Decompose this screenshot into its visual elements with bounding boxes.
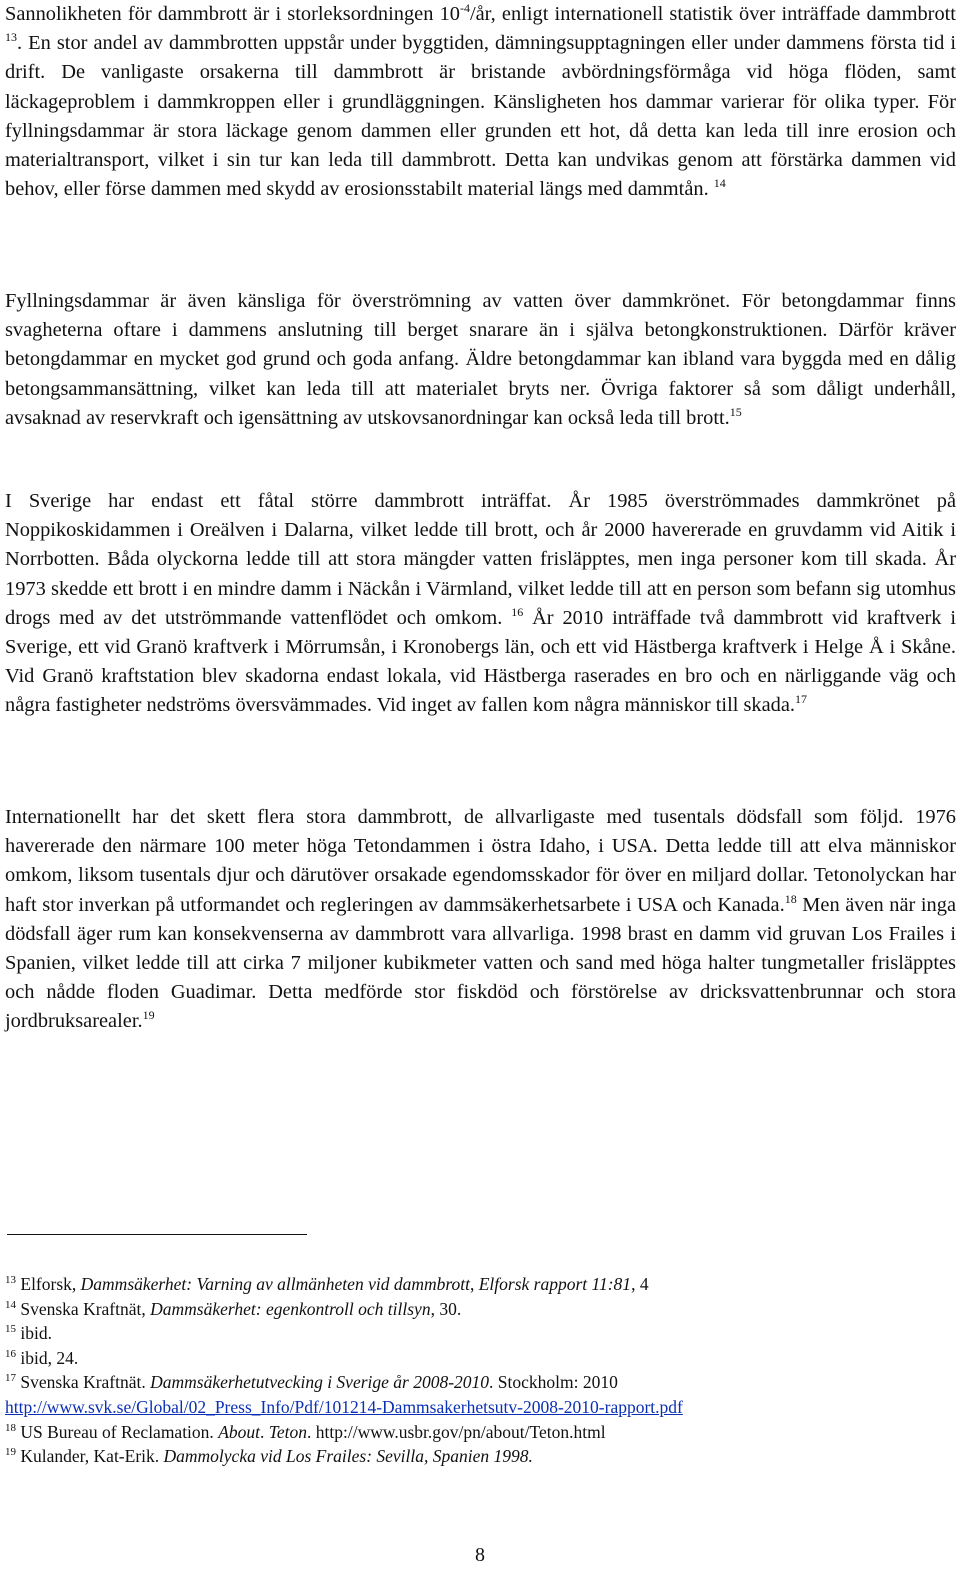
- footnote-ref-16[interactable]: 16: [511, 604, 524, 619]
- footnote-text: , 30.: [430, 1298, 462, 1319]
- footnote-number: 14: [5, 1298, 16, 1311]
- footnote-title: About: [218, 1421, 260, 1442]
- footnote-title: Teton: [268, 1421, 308, 1442]
- footnote-text: . Stockholm: 2010: [489, 1372, 618, 1393]
- footnote-title: Dammsäkerhetutvecking i Sverige år 2008-2010: [150, 1372, 490, 1393]
- exponent: -4: [459, 1, 470, 15]
- footnote-ref-17[interactable]: 17: [795, 692, 808, 707]
- footnote-text: ,: [469, 1274, 479, 1294]
- text-run: År 2010 inträffade två dammbrott vid kraftverk i Sverige, ett vid Granö kraftverk i Mörrumsån, i Kronobergs län, och ett vid Hästberga kraftverk i Helge Å i Skåne. Vid Granö kraftstation blev skadorna endast lokala, vid Hästberga raserades en bro och en närliggande väg och några fastigheter nedströms översvämmades. Vid inget av fallen kom några människor till skada.: [5, 606, 956, 717]
- page-number: 8: [475, 1544, 485, 1566]
- footnote-text: . http://www.usbr.gov/pn/about/Teton.html: [307, 1421, 606, 1442]
- text-run: Fyllningsdammar är även känsliga för överströmning av vatten över dammkrönet. För betongdammar finns svagheterna oftare i dammens anslutning till berget snarare än i själva betongkonstruktionen. Därför kräver betongdammar en mycket god grund och goda anfang. Äldre betongdammar kan ibland vara byggda med en dålig betongsammansättning, vilket kan leda till att materialet bryts ner. Övriga faktorer så som dåligt underhåll, avsaknad av reservkraft och igensättning av utskovsanordningar kan också leda till brott.: [5, 290, 956, 429]
- text-run: I Sverige har endast ett fåtal större dammbrott inträffat. År 1985 överströmmades dammkrönet på Noppikoskidammen i Oreälven i Dalarna, vilket ledde till brott, och år 2000 havererade en gruvdamm vid Aitik i Norrbotten. Båda olyckorna ledde till att stora mängder vatten frisläpptes, men inga personer kom till skada. År 1973 skedde ett brott i en mindre damm i Näckån i Värmland, vilket ledde till att en person som befann sig utomhus drogs med av det utströmmande vattenflödet och omkom.: [5, 490, 956, 629]
- footnote-17: [5, 1370, 956, 1395]
- footnote-number: 17: [5, 1372, 16, 1385]
- footnote-18: [5, 1420, 956, 1445]
- paragraph-international-failures: [5, 803, 956, 1037]
- paragraph-sweden-failures: [5, 487, 956, 721]
- text-run: /år, enligt internationell statistik över inträffade dammbrott: [469, 3, 956, 25]
- footnote-text: .: [260, 1421, 269, 1442]
- footnotes: [5, 1272, 956, 1469]
- footnote-text: US Bureau of Reclamation.: [16, 1421, 219, 1442]
- footnote-text: Kulander, Kat-Erik.: [16, 1446, 164, 1467]
- text-run: Sannolikheten för dammbrott är i storleksordningen 10: [5, 3, 460, 25]
- footnote-text: , 4: [631, 1274, 649, 1294]
- footnote-ref-19[interactable]: 19: [142, 1008, 155, 1023]
- footnote-text: ibid, 24.: [16, 1347, 79, 1368]
- paragraph-dam-failure-probability: [5, 0, 956, 204]
- footnote-text: Elforsk,: [16, 1274, 81, 1294]
- footnote-19: [5, 1444, 956, 1469]
- footnote-text: Svenska Kraftnät.: [16, 1372, 151, 1393]
- footnote-14: [5, 1297, 956, 1322]
- footnote-13: [5, 1272, 956, 1297]
- footnote-number: 16: [5, 1347, 16, 1360]
- footnote-separator: [7, 1234, 307, 1235]
- footnote-number: 13: [5, 1274, 16, 1286]
- paragraph-fill-dams: [5, 287, 956, 433]
- footnote-text: ibid.: [16, 1323, 52, 1344]
- text-run: Internationellt har det skett flera stora dammbrott, de allvarligaste med tusentals dödsfall som följd. 1976 havererade den närmare 100 meter höga Tetondammen i östra Idaho, i USA. Detta ledde till att elva människor omkom, liksom tusentals djur och därutöver orsakade egendomsskador för över en miljard dollar. Tetonolyckan har haft stor inverkan på utformandet och regleringen av dammsäkerhetsarbete i USA och Kanada.: [5, 806, 956, 916]
- footnote-title: Dammsäkerhet: Varning av allmänheten vid dammbrott: [80, 1274, 470, 1294]
- footnote-16: [5, 1346, 956, 1371]
- footnote-number: 15: [5, 1323, 16, 1336]
- footnote-series: Elforsk rapport 11:81: [478, 1274, 632, 1294]
- footnote-number: 18: [5, 1421, 16, 1434]
- footnote-text: Svenska Kraftnät,: [16, 1298, 151, 1319]
- footnote-15: [5, 1321, 956, 1346]
- footnote-ref-18[interactable]: 18: [784, 891, 797, 906]
- footnote-17-link[interactable]: http://www.svk.se/Global/02_Press_Info/Pdf/101214-Dammsakerhetsutv-2008-2010-rapport.pdf: [5, 1396, 683, 1417]
- footnote-ref-13[interactable]: 13: [5, 30, 17, 45]
- footnote-17-link-line: [5, 1395, 956, 1420]
- footnote-title: Dammolycka vid Los Frailes: Sevilla, Spanien 1998.: [163, 1446, 533, 1467]
- footnote-number: 19: [5, 1446, 16, 1459]
- text-run: Men även när inga dödsfall äger rum kan konsekvenserna av dammbrott vara allvarliga. 1998 brast en damm vid gruvan Los Frailes i Spanien, vilket ledde till att cirka 7 miljoner kubikmeter vatten och sand med höga halter tungmetaller frisläpptes och nådde floden Guadimar. Detta medförde stor fiskdöd och förstörelse av dricksvattenbrunnar och stora jordbruksarealer.: [5, 893, 957, 1033]
- footnote-title: Dammsäkerhet: egenkontroll och tillsyn: [150, 1298, 431, 1319]
- footnote-ref-15[interactable]: 15: [729, 404, 742, 419]
- text-run: . En stor andel av dammbrotten uppstår under byggtiden, dämningsupptagningen eller under dammens första tid i drift. De vanligaste orsakerna till dammbrott är bristande avbördningsförmåga vid höga flöden, samt läckageproblem i dammkroppen eller i grundläggningen. Känsligheten hos dammar varierar för olika typer. För fyllningsdammar är stora läckage genom dammen eller grunden ett hot, då detta kan leda till inre erosion och materialtransport, vilket i sin tur kan leda till dammbrott. Detta kan undvikas genom att förstärka dammen vid behov, eller förse dammen med skydd av erosionsstabilt material längs med dammtån.: [5, 32, 956, 201]
- footnote-ref-14[interactable]: 14: [713, 176, 726, 191]
